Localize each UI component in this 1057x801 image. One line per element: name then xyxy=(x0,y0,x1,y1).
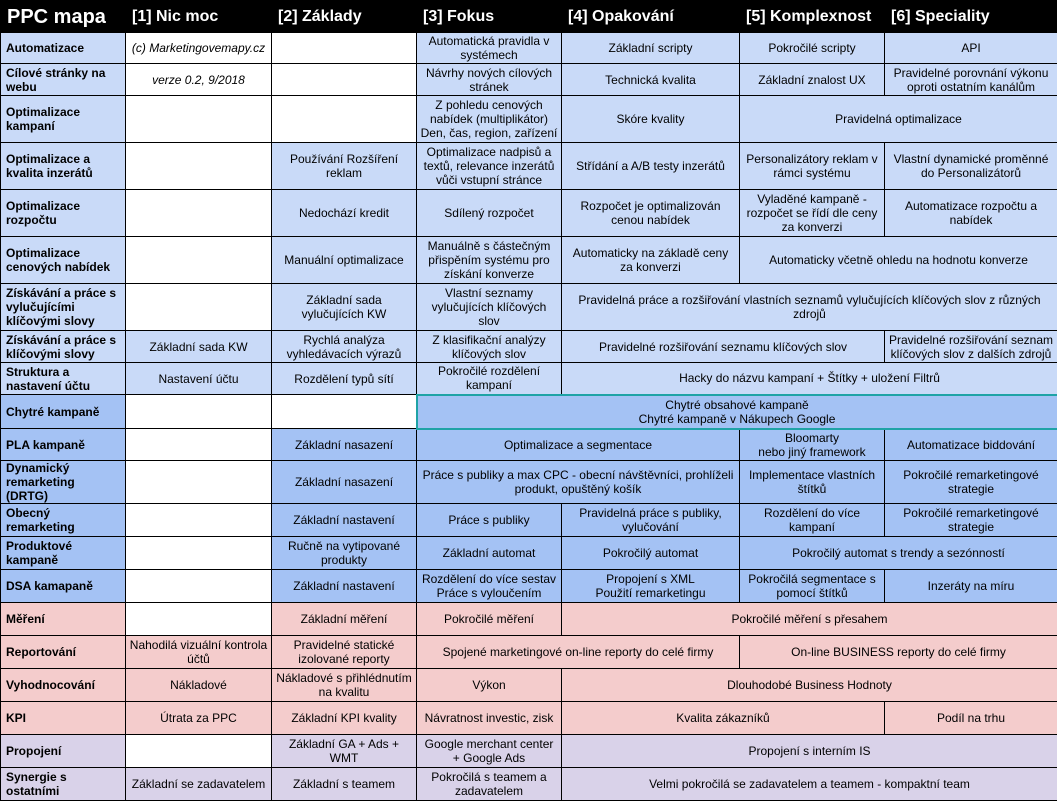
table-cell: Pravidelné rozšiřování seznam klíčových slov z dalších zdrojů xyxy=(885,331,1057,363)
table-cell xyxy=(272,64,417,96)
level-header: [1] Nic moc xyxy=(126,1,272,33)
row-label: KPI xyxy=(1,702,126,735)
level-header: [3] Fokus xyxy=(417,1,562,33)
row-label: Získávání a práce s klíčovými slovy xyxy=(1,331,126,363)
level-header: [4] Opakování xyxy=(562,1,740,33)
row-label: Dynamický remarketing (DRTG) xyxy=(1,461,126,504)
table-cell: Pravidelné statické izolované reporty xyxy=(272,636,417,669)
table-cell: Pokročilé měření s přesahem xyxy=(562,603,1057,636)
table-cell: Základní nasazení xyxy=(272,429,417,461)
table-cell: Nákladové xyxy=(126,669,272,702)
table-cell: Implementace vlastních štítků xyxy=(740,461,885,504)
row-label: Získávání a práce s vylučujícími klíčovými slovy xyxy=(1,284,126,331)
table-cell: Inzeráty na míru xyxy=(885,570,1057,603)
table-row xyxy=(1,636,1057,669)
table-cell: Základní sada KW xyxy=(126,331,272,363)
table-cell: Základní znalost UX xyxy=(740,64,885,96)
table-cell xyxy=(272,395,417,429)
table-cell: Pravidelná práce a rozšiřování vlastních seznamů vylučujících klíčových slov z různých zdrojů xyxy=(562,284,1057,331)
table-cell: Pravidelné rozšiřování seznamu klíčových slov xyxy=(562,331,885,363)
table-row xyxy=(1,96,1057,143)
table-cell xyxy=(126,429,272,461)
level-header: [2] Základy xyxy=(272,1,417,33)
table-cell xyxy=(126,96,272,143)
table-cell: Nastavení účtu xyxy=(126,363,272,395)
table-cell: Z pohledu cenových nabídek (multiplikátor) Den, čas, region, zařízení xyxy=(417,96,562,143)
table-cell: Pokročilá segmentace s pomocí štítků xyxy=(740,570,885,603)
table-cell: Střídání a A/B testy inzerátů xyxy=(562,143,740,190)
table-cell: Pokročilý automat s trendy a sezónností xyxy=(740,537,1057,570)
table-row xyxy=(1,702,1057,735)
row-label: Produktové kampaně xyxy=(1,537,126,570)
table-cell: Vyladěné kampaně - rozpočet se řídí dle ceny za konverzi xyxy=(740,190,885,237)
table-cell: Pokročilé remarketingové strategie xyxy=(885,461,1057,504)
table-cell: Výkon xyxy=(417,669,562,702)
table-row xyxy=(1,237,1057,284)
table-cell: Rozdělení do více sestav Práce s vyloučením xyxy=(417,570,562,603)
table-cell: Pokročilé měření xyxy=(417,603,562,636)
table-cell xyxy=(126,735,272,768)
table-cell: Automatizace rozpočtu a nabídek xyxy=(885,190,1057,237)
table-cell: Automatizace biddování xyxy=(885,429,1057,461)
table-cell: Základní sada vylučujících KW xyxy=(272,284,417,331)
table-cell: Základní automat xyxy=(417,537,562,570)
table-cell: Rozdělení typů sítí xyxy=(272,363,417,395)
table-cell: On-line BUSINESS reporty do celé firmy xyxy=(740,636,1057,669)
table-cell: Hacky do názvu kampaní + Štítky + uložení Filtrů xyxy=(562,363,1057,395)
table-row xyxy=(1,603,1057,636)
table-cell xyxy=(126,190,272,237)
table-cell: Velmi pokročilá se zadavatelem a teamem - kompaktní team xyxy=(562,768,1057,801)
table-cell: Práce s publiky xyxy=(417,504,562,537)
table-cell: Optimalizace a segmentace xyxy=(417,429,740,461)
row-label: Synergie s ostatními xyxy=(1,768,126,801)
table-cell: Optimalizace nadpisů a textů, relevance inzerátů vůči vstupní stránce xyxy=(417,143,562,190)
table-cell: Kvalita zákazníků xyxy=(562,702,885,735)
table-cell xyxy=(272,33,417,64)
header-row xyxy=(1,1,1057,33)
row-label: Reportování xyxy=(1,636,126,669)
table-cell: Základní měření xyxy=(272,603,417,636)
row-label: Chytré kampaně xyxy=(1,395,126,429)
table-cell: Základní se zadavatelem xyxy=(126,768,272,801)
table-cell: Automaticky včetně ohledu na hodnotu konverze xyxy=(740,237,1057,284)
table-cell: Základní nasazení xyxy=(272,461,417,504)
table-cell: Manuálně s částečným přispěním systému pro získání konverze xyxy=(417,237,562,284)
table-cell xyxy=(126,537,272,570)
table-cell xyxy=(126,603,272,636)
table-row xyxy=(1,33,1057,64)
table-cell: API xyxy=(885,33,1057,64)
table-row xyxy=(1,461,1057,504)
table-cell xyxy=(126,461,272,504)
table-cell: Základní nastavení xyxy=(272,570,417,603)
table-row xyxy=(1,429,1057,461)
row-label: PLA kampaně xyxy=(1,429,126,461)
table-row xyxy=(1,395,1057,429)
table-cell: Návratnost investic, zisk xyxy=(417,702,562,735)
row-label: Obecný remarketing xyxy=(1,504,126,537)
table-cell: Spojené marketingové on-line reporty do celé firmy xyxy=(417,636,740,669)
row-label: Cílové stránky na webu xyxy=(1,64,126,96)
table-cell: Podíl na trhu xyxy=(885,702,1057,735)
table-cell: Pravidelná práce s publiky, vylučování xyxy=(562,504,740,537)
table-cell xyxy=(126,237,272,284)
table-cell: Rychlá analýza vyhledávacích výrazů xyxy=(272,331,417,363)
table-cell: Google merchant center + Google Ads xyxy=(417,735,562,768)
table-cell: Personalizátory reklam v rámci systému xyxy=(740,143,885,190)
table-row xyxy=(1,735,1057,768)
table-cell: Základní scripty xyxy=(562,33,740,64)
table-cell: Vlastní seznamy vylučujících klíčových slov xyxy=(417,284,562,331)
table-cell: Dlouhodobé Business Hodnoty xyxy=(562,669,1057,702)
table-cell: Pokročilý automat xyxy=(562,537,740,570)
table-cell: Skóre kvality xyxy=(562,96,740,143)
table-cell: Nákladové s přihlédnutím na kvalitu xyxy=(272,669,417,702)
table-row xyxy=(1,537,1057,570)
table-cell: Chytré obsahové kampaně Chytré kampaně v Nákupech Google xyxy=(417,395,1057,429)
level-header: [5] Komplexnost xyxy=(740,1,885,33)
table-cell xyxy=(126,570,272,603)
row-label: Optimalizace a kvalita inzerátů xyxy=(1,143,126,190)
table-row xyxy=(1,669,1057,702)
table-cell: Bloomarty nebo jiný framework xyxy=(740,429,885,461)
table-cell: Práce s publiky a max CPC - obecní návštěvníci, prohlíželi produkt, opuštěný košík xyxy=(417,461,740,504)
row-label: Propojení xyxy=(1,735,126,768)
row-label: Vyhodnocování xyxy=(1,669,126,702)
table-cell: Rozdělení do více kampaní xyxy=(740,504,885,537)
table-cell: Základní s teamem xyxy=(272,768,417,801)
table-cell xyxy=(126,504,272,537)
table-cell: Propojení s XML Použití remarketingu xyxy=(562,570,740,603)
table-cell xyxy=(272,96,417,143)
table-cell: Základní GA + Ads + WMT xyxy=(272,735,417,768)
table-cell: Používání Rozšíření reklam xyxy=(272,143,417,190)
table-cell: Nedochází kredit xyxy=(272,190,417,237)
table-cell: Ručně na vytipované produkty xyxy=(272,537,417,570)
table-cell: Propojení s interním IS xyxy=(562,735,1057,768)
row-label: Automatizace xyxy=(1,33,126,64)
row-label: Optimalizace cenových nabídek xyxy=(1,237,126,284)
row-label: Struktura a nastavení účtu xyxy=(1,363,126,395)
level-header: [6] Speciality xyxy=(885,1,1057,33)
table-row xyxy=(1,190,1057,237)
table-cell: Z klasifikační analýzy klíčových slov xyxy=(417,331,562,363)
table-row xyxy=(1,331,1057,363)
table-cell: Pravidelná optimalizace xyxy=(740,96,1057,143)
table-cell: Útrata za PPC xyxy=(126,702,272,735)
row-label: DSA kamapaně xyxy=(1,570,126,603)
table-cell: Nahodilá vizuální kontrola účtů xyxy=(126,636,272,669)
table-cell: Pokročilé rozdělení kampaní xyxy=(417,363,562,395)
table-cell: (c) Marketingovemapy.cz xyxy=(126,33,272,64)
table-cell xyxy=(126,395,272,429)
table-row xyxy=(1,64,1057,96)
table-cell xyxy=(126,143,272,190)
row-label: Měření xyxy=(1,603,126,636)
table-cell: Pokročilé scripty xyxy=(740,33,885,64)
table-cell: Rozpočet je optimalizován cenou nabídek xyxy=(562,190,740,237)
table-cell: Manuální optimalizace xyxy=(272,237,417,284)
table-cell: Pokročilá s teamem a zadavatelem xyxy=(417,768,562,801)
table-cell xyxy=(126,284,272,331)
table-row xyxy=(1,284,1057,331)
table-cell: Vlastní dynamické proměnné do Personalizátorů xyxy=(885,143,1057,190)
table-cell: Návrhy nových cílových stránek xyxy=(417,64,562,96)
table-cell: Pravidelné porovnání výkonu oproti ostatním kanálům xyxy=(885,64,1057,96)
row-label: Optimalizace kampaní xyxy=(1,96,126,143)
table-cell: Technická kvalita xyxy=(562,64,740,96)
table-row xyxy=(1,504,1057,537)
table-cell: verze 0.2, 9/2018 xyxy=(126,64,272,96)
map-title: PPC mapa xyxy=(1,1,126,33)
table-row xyxy=(1,570,1057,603)
table-cell: Sdílený rozpočet xyxy=(417,190,562,237)
table-row xyxy=(1,768,1057,801)
table-cell: Automaticky na základě ceny za konverzi xyxy=(562,237,740,284)
table-cell: Pokročilé remarketingové strategie xyxy=(885,504,1057,537)
table-row xyxy=(1,143,1057,190)
table-cell: Základní KPI kvality xyxy=(272,702,417,735)
row-label: Optimalizace rozpočtu xyxy=(1,190,126,237)
table-cell: Automatická pravidla v systémech xyxy=(417,33,562,64)
table-cell: Základní nastavení xyxy=(272,504,417,537)
table-row xyxy=(1,363,1057,395)
